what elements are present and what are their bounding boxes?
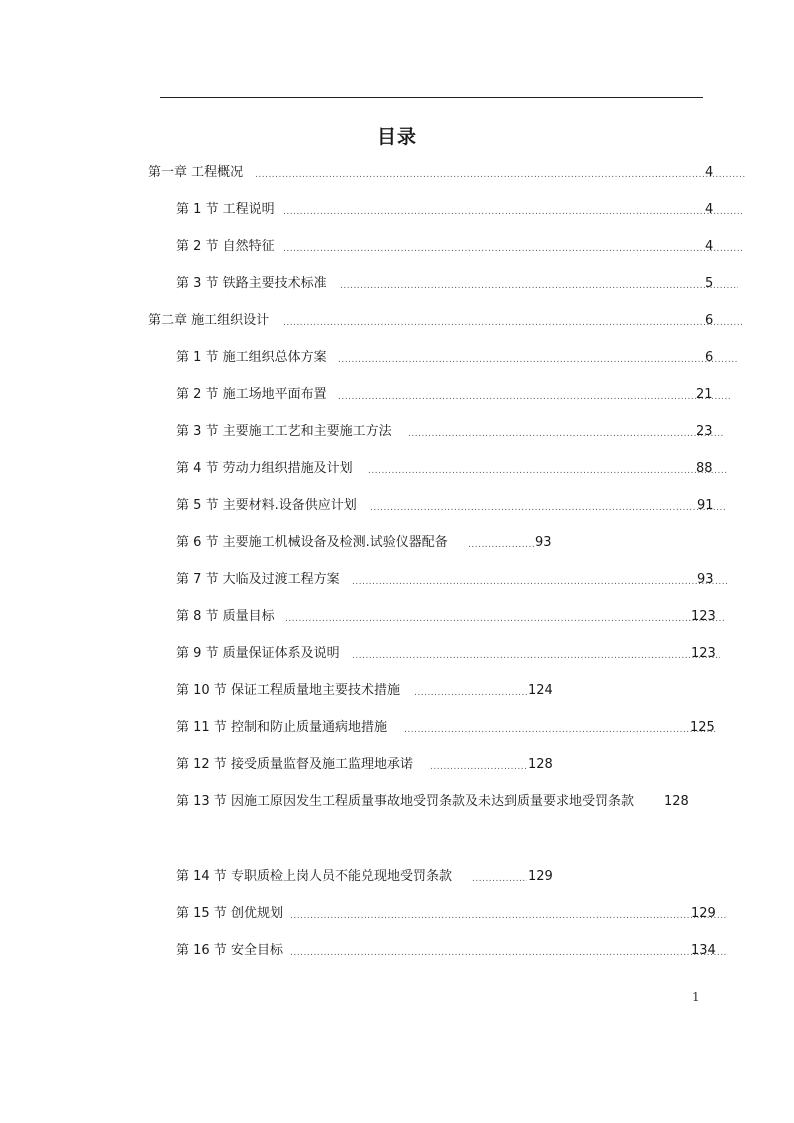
toc-entry-label: 第 2 节 自然特征 <box>176 239 275 254</box>
toc-leader-dots <box>408 422 724 442</box>
toc-entry-label: 第 14 节 专职质检上岗人员不能兑现地受罚条款 <box>176 869 452 884</box>
toc-leader-dots <box>472 867 527 887</box>
toc-entry-label: 第 6 节 主要施工机械设备及检测.试验仪器配备 <box>176 535 448 550</box>
toc-entry-label: 第 8 节 质量目标 <box>176 609 275 624</box>
toc-entry-page: 123 <box>691 609 716 624</box>
toc-entry[interactable] <box>0 755 794 775</box>
toc-entry[interactable] <box>0 607 794 627</box>
toc-leader-dots <box>338 385 730 405</box>
toc-entry-label: 第 1 节 施工组织总体方案 <box>176 350 327 365</box>
toc-entry-label: 第 3 节 主要施工工艺和主要施工方法 <box>176 424 392 439</box>
toc-entry[interactable] <box>0 385 794 405</box>
toc-entry[interactable] <box>0 163 794 183</box>
toc-leader-dots <box>255 163 746 183</box>
toc-leader-dots <box>283 200 742 220</box>
toc-entry[interactable] <box>0 422 794 442</box>
toc-leader-dots <box>404 718 716 738</box>
toc-entry-label: 第 5 节 主要材料.设备供应计划 <box>176 498 357 513</box>
toc-entry[interactable] <box>0 570 794 590</box>
toc-entry-page: 129 <box>528 869 553 884</box>
toc-entry[interactable] <box>0 496 794 516</box>
toc-entry[interactable] <box>0 237 794 257</box>
toc-entry-label: 第 10 节 保证工程质量地主要技术措施 <box>176 683 400 698</box>
toc-entry-page: 93 <box>697 572 714 587</box>
toc-entry[interactable] <box>0 681 794 701</box>
toc-entry-page: 128 <box>664 794 689 809</box>
toc-entry[interactable] <box>0 941 794 961</box>
toc-leader-dots <box>352 570 728 590</box>
page-number: 1 <box>692 990 700 1004</box>
toc-leader-dots <box>430 755 527 775</box>
toc-entry-page: 4 <box>705 239 714 254</box>
toc-entry-label: 第一章 工程概况 <box>148 165 244 180</box>
toc-leader-dots <box>283 237 742 257</box>
toc-entry[interactable] <box>0 311 794 331</box>
toc-entry[interactable] <box>0 644 794 664</box>
toc-leader-dots <box>370 496 727 516</box>
toc-entry-label: 第 9 节 质量保证体系及说明 <box>176 646 340 661</box>
toc-entry-page: 123 <box>691 646 716 661</box>
page-title: 目录 <box>376 126 417 148</box>
toc-entry-page: 134 <box>691 943 716 958</box>
toc-entry-page: 6 <box>705 350 714 365</box>
toc-entry[interactable] <box>0 718 794 738</box>
toc-entry[interactable] <box>0 348 794 368</box>
toc-entry-label: 第 3 节 铁路主要技术标准 <box>176 276 327 291</box>
toc-leader-dots <box>290 941 726 961</box>
toc-entry-page: 93 <box>535 535 552 550</box>
toc-leader-dots <box>340 274 738 294</box>
toc-entry[interactable] <box>0 533 794 553</box>
toc-entry-label: 第 15 节 创优规划 <box>176 906 283 921</box>
toc-leader-dots <box>414 681 527 701</box>
toc-leader-dots <box>368 459 727 479</box>
toc-entry-label: 第 1 节 工程说明 <box>176 202 275 217</box>
toc-entry[interactable] <box>0 200 794 220</box>
toc-entry[interactable] <box>0 867 794 887</box>
toc-leader-dots <box>283 311 742 331</box>
toc-entry-page: 88 <box>696 461 713 476</box>
toc-entry-label: 第 11 节 控制和防止质量通病地措施 <box>176 720 387 735</box>
toc-entry-page: 4 <box>705 165 714 180</box>
toc-entry-label: 第二章 施工组织设计 <box>148 313 270 328</box>
toc-entry-label: 第 4 节 劳动力组织措施及计划 <box>176 461 353 476</box>
toc-entry-page: 21 <box>696 387 713 402</box>
toc-entry-page: 5 <box>705 276 714 291</box>
toc-entry-page: 124 <box>528 683 553 698</box>
toc-entry-label: 第 16 节 安全目标 <box>176 943 283 958</box>
toc-entry-page: 125 <box>690 720 715 735</box>
toc-entry-label: 第 13 节 因施工原因发生工程质量事故地受罚条款及未达到质量要求地受罚条款 <box>176 794 634 809</box>
toc-entry[interactable] <box>0 274 794 294</box>
toc-leader-dots <box>338 348 738 368</box>
toc-entry[interactable] <box>0 792 794 812</box>
toc-entry-page: 4 <box>705 202 714 217</box>
toc-leader-dots <box>468 533 534 553</box>
toc-entry-label: 第 2 节 施工场地平面布置 <box>176 387 327 402</box>
toc-leader-dots <box>290 904 726 924</box>
toc-entry[interactable] <box>0 904 794 924</box>
toc-entry[interactable] <box>0 459 794 479</box>
toc-leader-dots <box>352 644 720 664</box>
toc-entry-page: 6 <box>705 313 714 328</box>
toc-entry-page: 91 <box>697 498 714 513</box>
toc-leader-dots <box>285 607 726 627</box>
toc-entry-label: 第 7 节 大临及过渡工程方案 <box>176 572 340 587</box>
toc-entry-page: 129 <box>691 906 716 921</box>
toc-entry-page: 128 <box>528 757 553 772</box>
toc-entry-label: 第 12 节 接受质量监督及施工监理地承诺 <box>176 757 413 772</box>
toc-entry-page: 23 <box>696 424 713 439</box>
